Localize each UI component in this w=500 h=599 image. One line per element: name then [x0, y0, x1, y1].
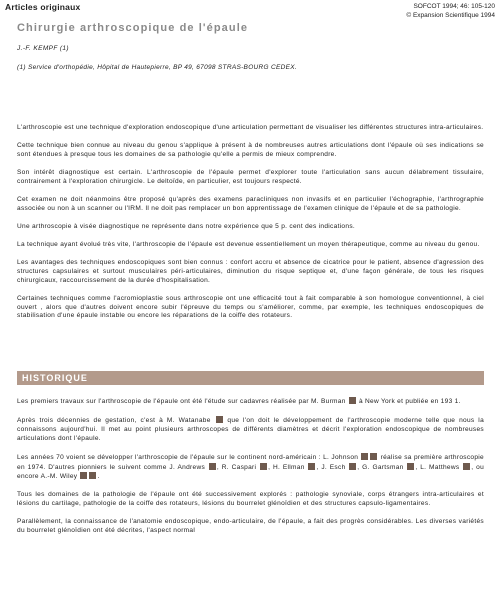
journal-citation: SOFCOT 1994; 46: 105-120: [413, 3, 495, 10]
introduction-section: [17, 124, 484, 331]
paragraph: La technique ayant évolué très vite, l'arthroscopie de l'épaule est devenue essentiellement un moyen thérapeutique, comme au niveau du genou.: [17, 241, 480, 249]
paragraph: Tous les domaines de la pathologie de l'épaule ont été successivement explorés : pathologie synoviale, corps étrangers intra-articulaires et lésions du cartilage, pathologie de la coiffe des rotateurs, lésions du bourrelet glénoïdien et des structures capsulo-ligamentaires.: [17, 491, 484, 508]
publisher-line: © Expansion Scientifique 1994: [406, 12, 495, 19]
article-title: Chirurgie arthroscopique de l'épaule: [17, 22, 249, 34]
reference-link-icon[interactable]: [370, 453, 377, 460]
paragraph: L'arthroscopie est une technique d'exploration endoscopique d'une articulation permettant de visualiser les différentes structures intra-articulaires.: [17, 124, 484, 131]
paragraph: Une arthroscopie à visée diagnostique ne représente dans notre expérience que 5 p. cent des indications.: [17, 222, 356, 230]
text-run: , R. Caspari: [216, 463, 257, 471]
reference-link-icon[interactable]: [308, 463, 315, 470]
journal-info: [406, 2, 495, 20]
reference-link-icon[interactable]: [80, 472, 87, 479]
author-affiliation: (1) Service d'orthopédie, Hôpital de Hautepierre, BP 49, 67098 STRAS-BOURG CEDEX.: [17, 64, 298, 71]
paragraph: [17, 397, 484, 407]
paragraph: Cet examen ne doit néanmoins être proposé qu'après des examens paracliniques non invasifs et en particulier l'échographie, l'arthrographie associée ou non à un scanner ou l'IRM. Il ne doit pas remplacer un bon apprentissage de l'examen clinique de l'épaule et de sa pathologie.: [17, 196, 484, 212]
text-run: , J. Esch: [316, 463, 346, 471]
text-run: .: [97, 473, 100, 481]
text-run: , L. Matthews: [415, 463, 460, 471]
text-run: , ou encore A.-M. Wiley: [17, 463, 485, 481]
paragraph: Certaines techniques comme l'acromioplastie sous arthroscopie ont une efficacité tout à fait comparable à son homologue conventionnel, à ciel ouvert , alors que d'autres doivent encore subir l'épreuve du temps ou s'améliorer, comme, par exemple, les techniques endoscopiques de stabilisation d'une épaule instable ou encore les réparations de la coiffe des rotateurs.: [17, 294, 484, 320]
reference-link-icon[interactable]: [260, 463, 267, 470]
text-run: Après trois décennies de gestation, c'est à M. Watanabe: [17, 417, 211, 425]
history-section: [17, 397, 484, 545]
paragraph: Les avantages des techniques endoscopiques sont bien connus : confort accru et absence de cicatrice pour le patient, absence d'agression des structures capsulaires et surtout musculaires péri-articulaires, diminution du risque septique et, d'une façon générale, de tous les risques chirurgicaux, raccourcissement de la durée d'hospitalisation.: [17, 259, 484, 284]
paragraph: Parallèlement, la connaissance de l'anatomie endoscopique, endo-articulaire, de l'épaule, a fait des progrès considérables. Les diverses variétés du bourrelet glénoïdien ont été décrites, l'aspect normal: [17, 518, 484, 535]
paragraph: Cette technique bien connue au niveau du genou s'applique à présent à de nombreuses autres articulations dont l'épaule où ses indications se sont étendues à presque tous les domaines de sa pathologie qu'elle a permis de mieux comprendre.: [17, 142, 484, 158]
paragraph: Son intérêt diagnostique est certain. L'arthroscopie de l'épaule permet d'explorer toute l'articulation sans aucun délabrement tissulaire, contrairement à l'exploration chirurgicle. Le deltoïde, en particulier, est toujours respecté.: [17, 169, 484, 185]
paragraph: [17, 416, 484, 443]
text-run: , G. Gartsman: [357, 463, 404, 471]
reference-link-icon[interactable]: [463, 463, 470, 470]
reference-link-icon[interactable]: [89, 472, 96, 479]
text-run: , H. Ellman: [268, 463, 305, 471]
reference-link-icon[interactable]: [349, 397, 356, 404]
section-heading-bar: [17, 371, 484, 385]
article-author: J.-F. KEMPF (1): [17, 45, 69, 52]
paragraph: [17, 453, 484, 482]
text-run: Les années 70 voient se développer l'arthroscopie de l'épaule sur le continent nord-américain : L. Johnson: [17, 453, 359, 461]
reference-link-icon[interactable]: [349, 463, 356, 470]
section-heading: HISTORIQUE: [22, 373, 88, 383]
text-run: réalise sa première arthroscopie en 1974. D'autres pionniers le suivent comme J. Andrews: [17, 453, 484, 471]
reference-link-icon[interactable]: [216, 416, 223, 423]
text-run: à New York et publiée en 193 1.: [358, 398, 461, 405]
reference-link-icon[interactable]: [361, 453, 368, 460]
reference-link-icon[interactable]: [209, 463, 216, 470]
text-run: que l'on doit le développement de l'arthroscopie moderne telle que nous la connaissons aujourd'hui. Il met au point plusieurs arthroscopes de différents diamètres et décrit l'exploration endoscopique de nombreuses articulations dont l'épaule.: [17, 417, 485, 442]
text-run: Les premiers travaux sur l'arthroscopie de l'épaule ont été l'étude sur cadavres réalisée par M. Burman: [17, 398, 346, 405]
section-label: Articles originaux: [5, 2, 81, 12]
reference-link-icon[interactable]: [407, 463, 414, 470]
